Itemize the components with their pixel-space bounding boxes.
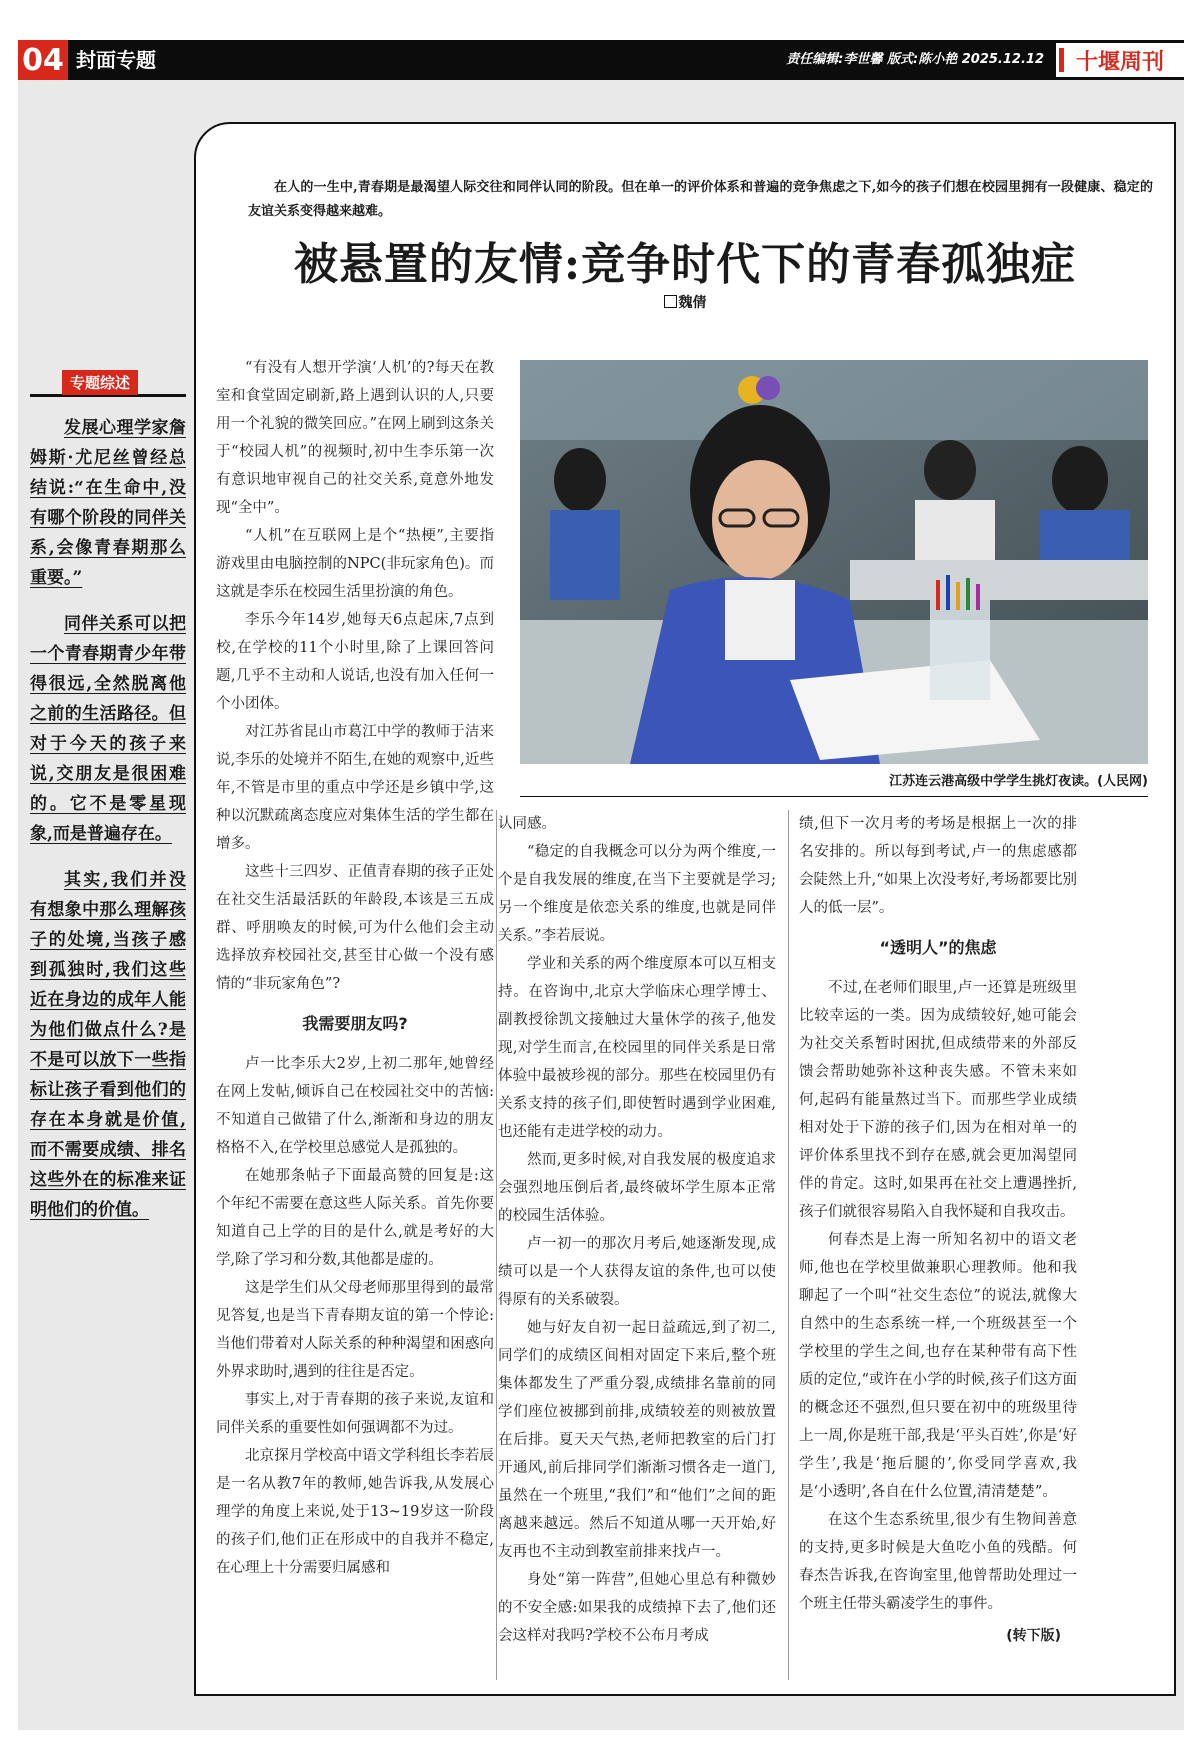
paragraph: 绩,但下一次月考的考场是根据上一次的排名安排的。所以每到考试,卢一的焦虑感都会陡然上升,“如果上次没考好,考场都要比别人的低一层”。 [799,816,1077,916]
photo-caption: 江苏连云港高级中学学生挑灯夜读。(人民网) [889,774,1148,789]
article-lead: 在人的一生中,青春期是最渴望人际交往和同伴认同的阶段。但在单一的评价体系和普遍的竞争焦虑之下,如今的孩子们想在校园里拥有一段健康、稳定的友谊关系变得越来越难。 [248,180,1153,219]
paragraph: 何春杰是上海一所知名初中的语文老师,他也在学校里做兼职心理教师。他和我聊起了一个叫“社交生态位”的说法,就像大自然中的生态系统一样,一个班级甚至一个学校里的学生之间,也存在某种带有高下性质的定位,“或许在小学的时候,孩子们这方面的概念还不强烈,但只要在初中的班级里待上一周,你是班干部,我是‘平头百姓’,你是‘好学生’,我是‘拖后腿的’,你受同学喜欢,我是‘小透明’,各自在什么位置,清清楚楚”。 [799,1232,1077,1500]
paragraph: 她与好友自初一起日益疏远,到了初二,同学们的成绩区间相对固定下来后,整个班集体都发生了严重分裂,成绩排名靠前的同学们座位被挪到前排,成绩较差的则被放置在后排。夏天天气热,老师把教室的后门打开通风,前后排同学们渐渐习惯各走一道门,虽然在一个班里,“我们”和“他们”之间的距离越来越远。然后不知道从哪一天开始,好友再也不主动到教室前排来找卢一。 [498,1320,776,1560]
paragraph: 事实上,对于青春期的孩子来说,友谊和同伴关系的重要性如何强调都不为过。 [216,1392,494,1436]
classroom-photo-illustration [520,360,1148,764]
article-column-3 [799,810,1077,1650]
sidebar-tag: 专题综述 [62,370,138,395]
paragraph: 李乐今年14岁,她每天6点起床,7点到校,在学校的11个小时里,除了上课回答问题,几乎不主动和人说话,也没有加入任何一个小团体。 [216,612,494,712]
sidebar-paragraph: 同伴关系可以把一个青春期青少年带得很远,全然脱离他之前的生活路径。但对于今天的孩子来说,交朋友是很困难的。它不是零星现象,而是普遍存在。 [30,614,186,844]
paragraph: 卢一比李乐大2岁,上初二那年,她曾经在网上发帖,倾诉自己在校园社交中的苦恼:不知道自己做错了什么,渐渐和身边的朋友格格不入,在学校里总感觉人是孤独的。 [216,1056,494,1156]
paragraph: 卢一初一的那次月考后,她逐渐发现,成绩可以是一个人获得友谊的条件,也可以使得原有的关系破裂。 [498,1236,776,1308]
paragraph: “人机”在互联网上是个“热梗”,主要指游戏里由电脑控制的NPC(非玩家角色)。而这就是李乐在校园生活里扮演的角色。 [216,528,494,600]
sidebar-tag-bar [30,370,186,397]
article-column-2 [498,810,776,1650]
article-author [196,292,1174,312]
article-title: 被悬置的友情:竞争时代下的青春孤独症 [293,239,1077,290]
editor-credits: 责任编辑:李世馨 版式:陈小艳 2025.12.12 [786,52,1044,67]
article-column-1 [216,354,494,1582]
section-title: 封面专题 [76,48,156,72]
article-photo [520,360,1148,764]
paragraph: 这些十三四岁、正值青春期的孩子正处在社交生活最活跃的年龄段,本该是三五成群、呼朋唤友的时候,可为什么他们会主动选择放弃校园社交,甚至甘心做一个没有感情的“非玩家角色”? [216,864,494,992]
paragraph: 这是学生们从父母老师那里得到的最常见答复,也是当下青春期友谊的第一个悖论:当他们带着对人际关系的种种渴望和困惑向外界求助时,遇到的往往是否定。 [216,1280,494,1380]
sidebar-paragraph: 发展心理学家詹姆斯·尤尼丝曾经总结说:“在生命中,没有哪个阶段的同伴关系,会像青春期那么重要。” [30,418,186,588]
subheading: 我需要朋友吗? [302,1014,408,1033]
paragraph: “稳定的自我概念可以分为两个维度,一个是自我发展的维度,在当下主要就是学习;另一个维度是依恋关系的维度,也就是同伴关系。”李若辰说。 [498,844,776,944]
brand-mark-icon [1059,48,1064,72]
author-box-icon [664,295,677,308]
paragraph: 然而,更多时候,对自我发展的极度追求会强烈地压倒后者,最终破坏学生原本正常的校园生活体验。 [498,1152,776,1224]
paragraph: 在她那条帖子下面最高赞的回复是:这个年纪不需要在意这些人际关系。首先你要知道自己上学的目的是什么,就是考好的大学,除了学习和分数,其他都是虚的。 [216,1168,494,1268]
page-header [18,40,1184,80]
paragraph: “有没有人想开学演‘人机’的?每天在教室和食堂固定刷新,路上遇到认识的人,只要用一个礼貌的微笑回应。”在网上刷到这条关于“校园人机”的视频时,初中生李乐第一次有意识地审视自己的社交关系,竟意外地发现“全中”。 [216,360,494,516]
paragraph: 对江苏省昆山市葛江中学的教师于洁来说,李乐的处境并不陌生,在她的观察中,近些年,不管是市里的重点中学还是乡镇中学,这种以沉默疏离态度应对集体生活的学生都在增多。 [216,724,494,852]
paragraph: 在这个生态系统里,很少有生物间善意的支持,更多时候是大鱼吃小鱼的残酷。何春杰告诉我,在咨询室里,他曾帮助处理过一个班主任带头霸凌学生的事件。 [799,1512,1077,1612]
continued-note: (转下版) [1006,1628,1061,1644]
brand-name: 十堰周刊 [1075,48,1164,75]
paragraph: 认同感。 [498,816,556,832]
column-divider [788,810,789,1680]
page-number: 04 [18,40,68,80]
paragraph: 北京探月学校高中语文学科组长李若辰是一名从教7年的教师,她告诉我,从发展心理学的角度上来说,处于13~19岁这一阶段的孩子们,他们正在形成中的自我并不稳定,在心理上十分需要归属感和 [216,1448,494,1576]
author-name: 魏倩 [678,295,707,311]
brand-logo [1056,43,1184,77]
paragraph: 身处“第一阵营”,但她心里总有种微妙的不安全感:如果我的成绩掉下去了,他们还会这样对我吗?学校不公布月考成 [498,1572,776,1644]
caption-divider [520,796,1148,797]
paragraph: 不过,在老师们眼里,卢一还算是班级里比较幸运的一类。因为成绩较好,她可能会为社交关系暂时困扰,但成绩带来的外部反馈会帮助她弥补这种丧失感。不管未来如何,起码有能量熬过当下。而那些学业成绩相对处于下游的孩子们,因为在相对单一的评价体系里找不到存在感,就会更加渴望同伴的肯定。这时,如果再在社交上遭遇挫折,孩子们就很容易陷入自我怀疑和自我攻击。 [799,980,1077,1220]
sidebar-summary [30,370,186,1225]
column-divider [496,810,497,1680]
paragraph: 学业和关系的两个维度原本可以互相支持。在咨询中,北京大学临床心理学博士、副教授徐凯文接触过大量休学的孩子,他发现,对学生而言,在校园里的同伴关系是日常体验中最被珍视的部分。那些在校园里仍有关系支持的孩子们,即使暂时遇到学业困难,也还能有走进学校的动力。 [498,956,776,1140]
subheading: “透明人”的焦虑 [879,938,997,957]
article-box [194,122,1176,1696]
sidebar-paragraph: 其实,我们并没有想象中那么理解孩子的处境,当孩子感到孤独时,我们这些近在身边的成年人能为他们做点什么?是不是可以放下一些指标让孩子看到他们的存在本身就是价值,而不需要成绩、排名这些外在的标准来证明他们的价值。 [30,870,186,1220]
